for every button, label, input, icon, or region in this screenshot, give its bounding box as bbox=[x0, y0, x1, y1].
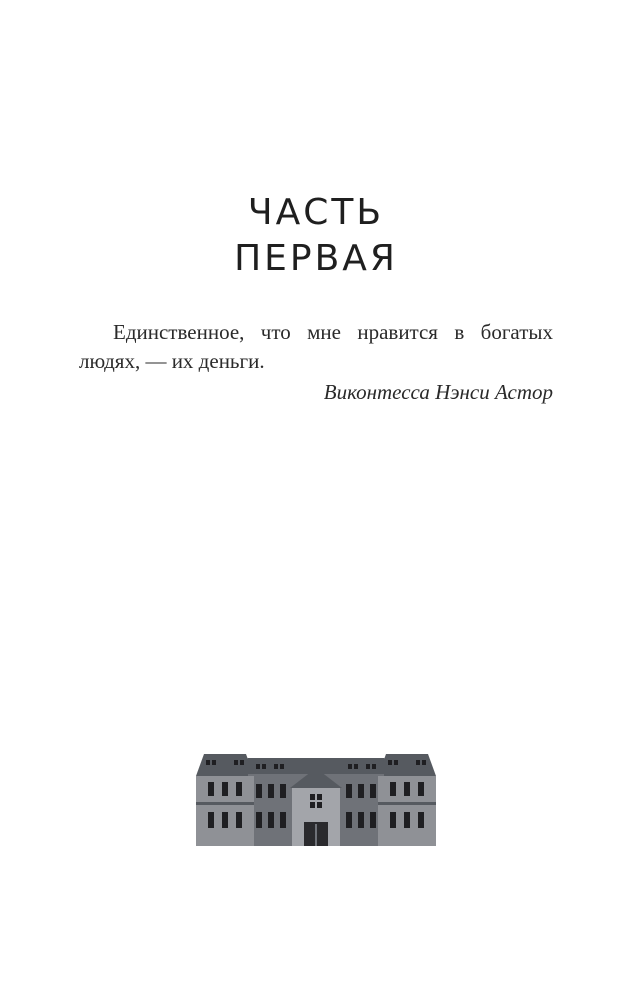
epigraph-quote: Единственное, что мне нравится в богатых людях, — их деньги. bbox=[79, 320, 553, 373]
epigraph-author: Виконтесса Нэнси Астор bbox=[323, 380, 553, 404]
mansion-icon bbox=[196, 752, 436, 846]
part-title bbox=[0, 190, 632, 282]
epigraph bbox=[79, 318, 553, 407]
part-title-line-1: ЧАСТЬ bbox=[247, 192, 385, 233]
part-title-line-2: ПЕРВАЯ bbox=[234, 238, 398, 279]
